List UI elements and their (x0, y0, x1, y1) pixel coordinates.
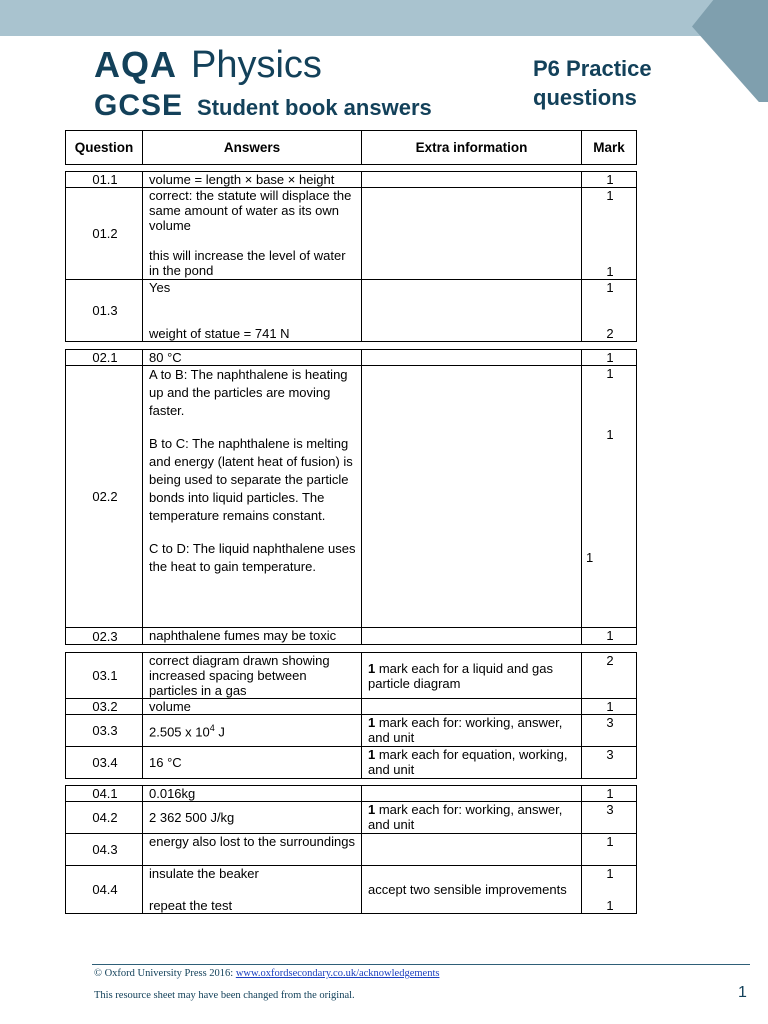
answer-text: weight of statue = 741 N (149, 326, 290, 341)
footer-copyright (94, 968, 439, 979)
answer-cell (143, 188, 362, 280)
table-row (66, 834, 637, 866)
extra-info-cell (362, 699, 582, 715)
mark-value: 1 (606, 366, 614, 381)
mark-cell: 1 (582, 350, 637, 366)
answer-text: A to B: The naphthalene is heating up and the particles are moving faster. (149, 367, 348, 418)
mark-value: 1 (606, 188, 614, 203)
extra-info-cell (362, 350, 582, 366)
table-row (66, 366, 637, 628)
answer-unit: J (214, 724, 225, 740)
extra-info-cell (362, 802, 582, 834)
answer-cell: 0.016kg (143, 786, 362, 802)
answer-cell: naphthalene fumes may be toxic (143, 628, 362, 645)
acknowledgements-link[interactable]: www.oxfordsecondary.co.uk/acknowledgements (235, 968, 440, 979)
table-row (66, 786, 637, 802)
table-row (66, 747, 637, 779)
answer-cell: volume (143, 699, 362, 715)
mark-cell: 2 (582, 653, 637, 699)
extra-info-cell (362, 628, 582, 645)
extra-info-cell (362, 834, 582, 866)
question-number: 01.1 (66, 172, 143, 188)
answer-text: insulate the beaker (149, 866, 259, 881)
extra-info-cell (362, 188, 582, 280)
table-row (66, 802, 637, 834)
answer-cell (143, 280, 362, 342)
question-number: 01.2 (66, 188, 143, 280)
question-number: 02.2 (66, 366, 143, 628)
answer-cell: correct diagram drawn showing increased spacing between particles in a gas (143, 653, 362, 699)
extra-info-cell (362, 653, 582, 699)
mark-cell (582, 280, 637, 342)
mark-value: 1 (606, 427, 614, 442)
question-number: 02.3 (66, 628, 143, 645)
page-title-line1: P6 Practice (533, 56, 652, 81)
column-header-answers: Answers (143, 131, 362, 165)
mark-cell: 1 (582, 699, 637, 715)
question-number: 03.4 (66, 747, 143, 779)
answer-cell (143, 715, 362, 747)
mark-value: 1 (606, 280, 614, 295)
answer-cell (143, 866, 362, 914)
answer-cell: 2 362 500 J/kg (143, 802, 362, 834)
extra-info-cell (362, 715, 582, 747)
brand-aqa: AQA (94, 44, 177, 85)
mark-value: 2 (606, 326, 614, 341)
answer-text: B to C: The naphthalene is melting and energy (latent heat of fusion) is being used to separate the particle bonds into liquid particles. The temperature remains constant. (149, 436, 353, 523)
extra-bold: 1 (368, 802, 376, 817)
question-number: 02.1 (66, 350, 143, 366)
answer-cell: 80 °C (143, 350, 362, 366)
answer-text: Yes (149, 280, 171, 295)
copyright-text: © Oxford University Press 2016: (94, 968, 236, 979)
page-number: 1 (738, 984, 747, 1001)
answers-table-q03 (65, 652, 637, 779)
table-row (66, 866, 637, 914)
extra-info-cell (362, 280, 582, 342)
answer-cell (143, 366, 362, 628)
extra-text: mark each for equation, working, and unit (368, 747, 568, 777)
extra-info-cell (362, 366, 582, 628)
brand-logo (94, 44, 432, 123)
extra-info-cell (362, 786, 582, 802)
brand-book: Student book answers (197, 95, 432, 120)
table-row (66, 188, 637, 280)
table-row (66, 280, 637, 342)
question-number: 03.1 (66, 653, 143, 699)
question-number: 01.3 (66, 280, 143, 342)
extra-text: mark each for a liquid and gas particle diagram (368, 660, 554, 691)
mark-cell (582, 866, 637, 914)
page-title-line2: questions (533, 85, 637, 110)
extra-bold: 1 (368, 660, 376, 676)
column-header-mark: Mark (582, 131, 637, 165)
answer-cell: energy also lost to the surroundings (143, 834, 362, 866)
mark-cell: 1 (582, 172, 637, 188)
mark-cell: 1 (582, 628, 637, 645)
brand-level: GCSE (94, 89, 184, 122)
column-header-question: Question (66, 131, 143, 165)
question-number: 04.3 (66, 834, 143, 866)
extra-bold: 1 (368, 747, 376, 762)
mark-cell (582, 188, 637, 280)
table-row (66, 699, 637, 715)
footer-note: This resource sheet may have been changed from the original. (94, 990, 355, 1001)
table-row (66, 653, 637, 699)
question-number: 04.4 (66, 866, 143, 914)
question-number: 03.3 (66, 715, 143, 747)
answer-text: C to D: The liquid naphthalene uses the heat to gain temperature. (149, 541, 356, 574)
question-number: 04.2 (66, 802, 143, 834)
column-header-table (65, 130, 637, 165)
question-number: 04.1 (66, 786, 143, 802)
answer-text: this will increase the level of water in the pond (149, 248, 346, 278)
mark-cell: 1 (582, 786, 637, 802)
table-row (66, 172, 637, 188)
mark-cell: 3 (582, 747, 637, 779)
extra-bold: 1 (368, 715, 376, 730)
answers-table-q04 (65, 785, 637, 914)
table-row (66, 715, 637, 747)
mark-cell (582, 366, 637, 628)
extra-info-cell (362, 172, 582, 188)
table-row (66, 350, 637, 366)
mark-cell: 3 (582, 715, 637, 747)
answer-cell: 16 °C (143, 747, 362, 779)
answer-cell: volume = length × base × height (143, 172, 362, 188)
extra-info-cell (362, 747, 582, 779)
answers-table-q02 (65, 349, 637, 645)
mark-value: 1 (606, 866, 614, 881)
answer-text: correct: the statute will displace the same amount of water as its own volume (149, 188, 352, 233)
mark-cell: 3 (582, 802, 637, 834)
answers-table-q01 (65, 171, 637, 342)
extra-info-cell: accept two sensible improvements (362, 866, 582, 914)
page-title (533, 54, 713, 112)
answer-text: repeat the test (149, 898, 233, 913)
question-number: 03.2 (66, 699, 143, 715)
table-row (66, 628, 637, 645)
header-banner (0, 0, 768, 36)
answer-text: 2.505 x 10 (149, 724, 210, 740)
brand-subject: Physics (191, 44, 322, 86)
mark-value: 1 (586, 550, 594, 565)
extra-text: mark each for: working, answer, and unit (368, 802, 563, 832)
mark-cell: 1 (582, 834, 637, 866)
footer-divider (92, 964, 750, 965)
answer-exponent: 4 (209, 723, 215, 734)
mark-value: 1 (606, 264, 614, 279)
column-header-extra: Extra information (362, 131, 582, 165)
extra-text: mark each for: working, answer, and unit (368, 715, 563, 745)
mark-value: 1 (606, 898, 614, 913)
